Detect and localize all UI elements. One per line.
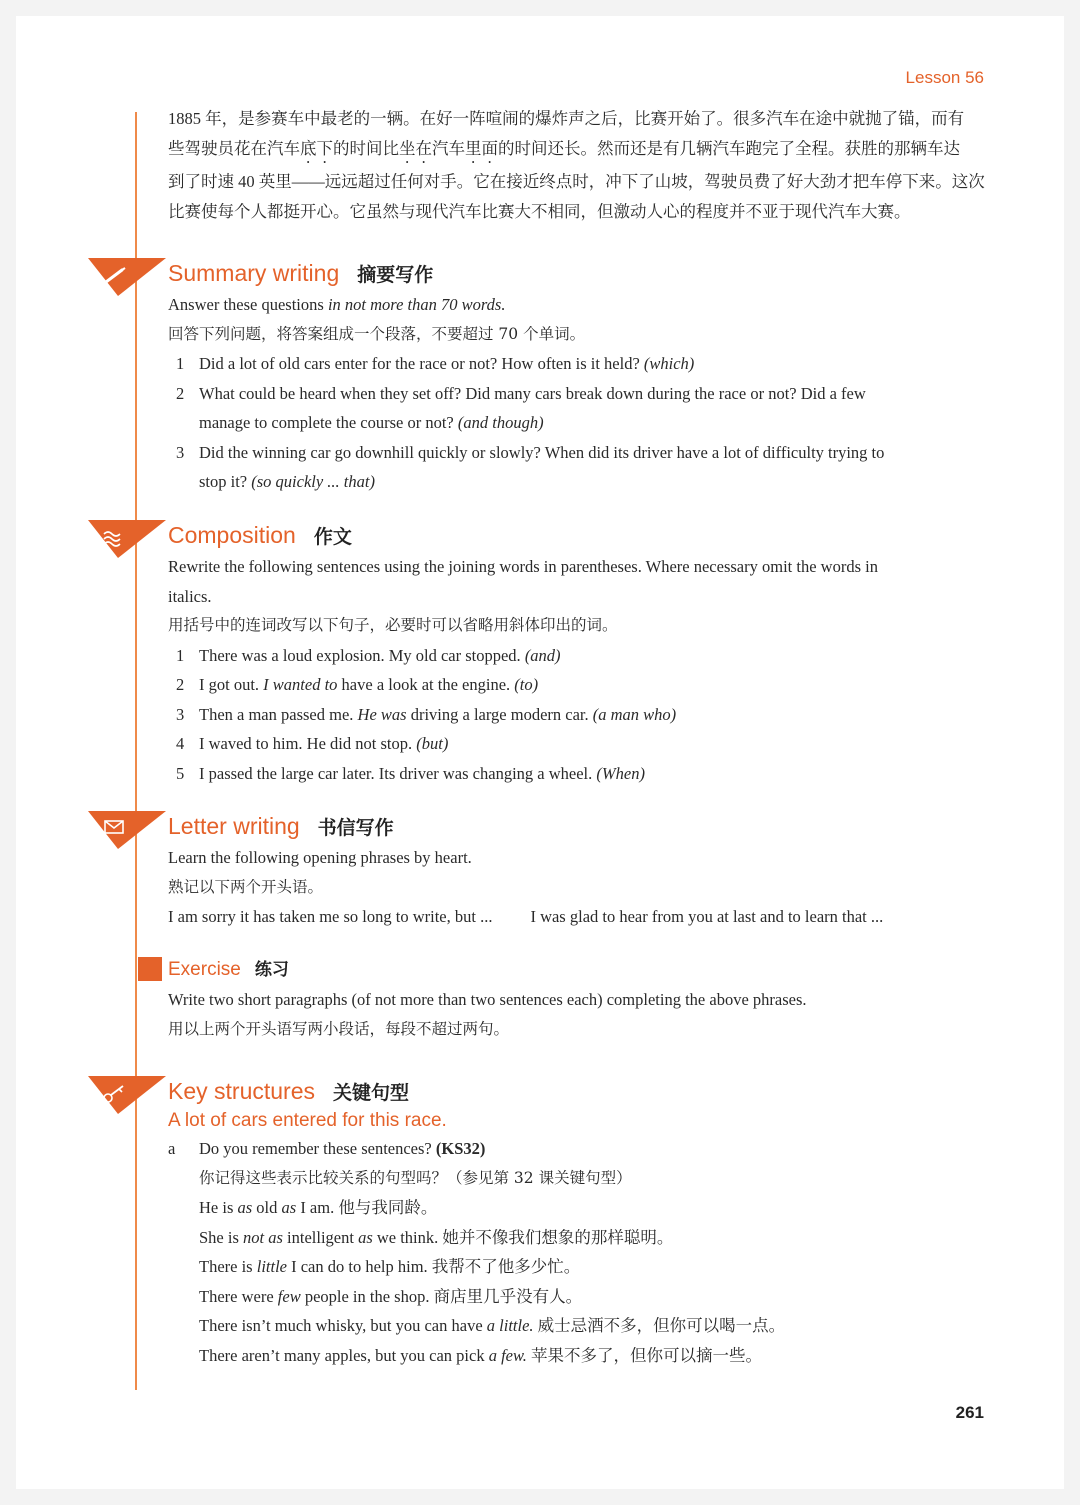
list-item: 4 I waved to him. He did not stop. (but): [176, 734, 449, 753]
list-item: 3 Did the winning car go downhill quickly or slowly? When did its driver have a lot of difficulty trying to stop it? (so quickly ... that): [176, 442, 885, 491]
example-line: There is little I can do to help him. 我帮不了他多少忙。: [199, 1257, 581, 1276]
summary-questions: [168, 349, 998, 497]
letter-section: [168, 811, 998, 932]
intro-line-1: 1885 年，是参赛车中最老的一辆。在好一阵喧闹的爆炸声之后，比赛开始了。很多汽车在途中就抛了锚，而有: [168, 109, 965, 128]
composition-instruction-cn: 用括号中的连词改写以下句子，必要时可以省略用斜体印出的词。: [168, 616, 618, 634]
list-item: 2 I got out. I wanted to have a look at the engine. (to): [176, 675, 539, 694]
composition-instruction-2: italics.: [168, 586, 212, 606]
phrase-2: I was glad to hear from you at last and to learn that ...: [530, 907, 884, 926]
section-title: Summary writing 摘要写作: [168, 260, 434, 286]
summary-instruction: Answer these questions in not more than 70 words.: [168, 295, 506, 314]
key-icon: [88, 1076, 166, 1116]
margin-rule: [135, 112, 137, 1390]
intro-line-3: 到了时速 40 英里——远远超过任何对手。它在接近终点时，冲下了山坡，驾驶员费了好大劲才把车停下来。这次: [168, 172, 985, 191]
list-item: 5 I passed the large car later. Its driver was changing a wheel. (When): [176, 763, 645, 783]
letter-instruction-cn: 熟记以下两个开头语。: [168, 877, 324, 896]
intro-line-4: 比赛使每个人都挺开心。它虽然与现代汽车比赛大不相同，但激动人心的程度并不亚于现代汽车大赛。: [168, 202, 911, 221]
list-item: 1 There was a loud explosion. My old car stopped. (and): [176, 645, 561, 665]
composition-instruction-1: Rewrite the following sentences using the joining words in parentheses. Where necessary omit the words in: [168, 557, 878, 576]
envelope-icon: [88, 811, 166, 851]
section-title: Key structures 关键句型: [168, 1078, 410, 1104]
list-item: 2 What could be heard when they set off? Did many cars break down during the race or not? Did a few manage to complete the course or not? (and though): [176, 383, 866, 432]
section-title: Exercise 练习: [168, 959, 289, 980]
list-item: 1 Did a lot of old cars enter for the race or not? How often is it held? (which): [176, 354, 695, 373]
list-item: 3 Then a man passed me. He was driving a large modern car. (a man who): [176, 704, 677, 724]
key-question: a Do you remember these sentences? (KS32): [168, 1139, 486, 1158]
key-subtitle: A lot of cars entered for this race.: [168, 1110, 447, 1131]
example-line: She is not as intelligent as we think. 她并不像我们想象的那样聪明。: [199, 1227, 674, 1247]
example-line: There were few people in the shop. 商店里几乎没有人。: [199, 1286, 583, 1306]
exercise-marker: [138, 957, 162, 981]
composition-items: [168, 641, 998, 789]
key-question-cn: 你记得这些表示比较关系的句型吗？（参见第 32 课关键句型）: [199, 1168, 632, 1187]
waves-icon: [88, 520, 166, 560]
page-number: 261: [955, 1403, 984, 1422]
lesson-label: Lesson 56: [905, 68, 984, 87]
example-line: There aren’t many apples, but you can pick a few. 苹果不多了，但你可以摘一些。: [199, 1345, 763, 1365]
summary-instruction-cn: 回答下列问题，将答案组成一个段落，不要超过 70 个单词。: [168, 324, 586, 343]
opening-phrases: [168, 902, 998, 932]
section-title: Letter writing 书信写作: [168, 813, 394, 839]
exercise-instruction-cn: 用以上两个开头语写两小段话，每段不超过两句。: [168, 1019, 510, 1038]
letter-instruction: Learn the following opening phrases by heart.: [168, 848, 472, 867]
phrase-1: I am sorry it has taken me so long to write, but ...: [168, 907, 493, 926]
example-line: He is as old as I am. 他与我同龄。: [199, 1198, 438, 1217]
exercise-instruction: Write two short paragraphs (of not more than two sentences each) completing the above phrases.: [168, 990, 807, 1009]
composition-section: [168, 520, 998, 788]
section-title: Composition 作文: [168, 522, 352, 548]
example-line: There isn’t much whisky, but you can have a little. 威士忌酒不多，但你可以喝一点。: [199, 1316, 786, 1335]
key-section: [168, 1076, 998, 1370]
summary-section: [168, 258, 998, 497]
exercise-section: [168, 955, 998, 1044]
intro-paragraph: [168, 104, 998, 227]
pencil-icon: [88, 258, 166, 298]
intro-line-2: 些驾驶员花在汽车底下的时间比坐在汽车里面的时间还长。然而还是有几辆汽车跑完了全程。获胜的那辆车达: [168, 139, 960, 158]
